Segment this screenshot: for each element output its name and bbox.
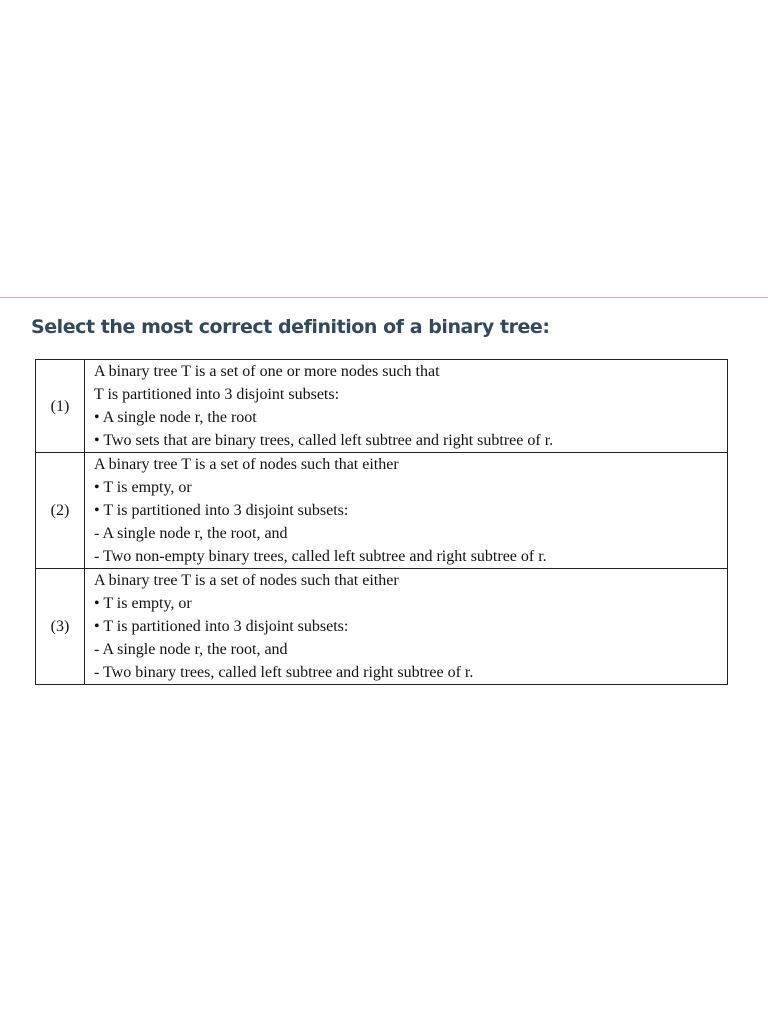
definitions-table [35,359,728,685]
option-number: (2) [50,502,70,519]
option-row-3[interactable] [36,569,728,685]
definition-line: • Two sets that are binary trees, called left subtree and right subtree of r. [94,432,554,449]
question-title: Select the most correct definition of a binary tree: [31,316,550,338]
definition-line: - Two non-empty binary trees, called left subtree and right subtree of r. [94,548,547,565]
top-divider [0,297,768,298]
option-definition-cell [85,453,728,569]
definition-line: • T is partitioned into 3 disjoint subsets: [94,502,349,519]
definition-line: A binary tree T is a set of nodes such that either [94,456,399,473]
definition-line: • T is empty, or [94,479,192,496]
definition-line: A binary tree T is a set of one or more nodes such that [94,363,440,380]
definition-line: - A single node r, the root, and [94,641,288,658]
definition-line: T is partitioned into 3 disjoint subsets: [94,386,340,403]
option-row-2[interactable] [36,453,728,569]
option-definition-cell [85,360,728,453]
definition-line: - Two binary trees, called left subtree and right subtree of r. [94,664,474,681]
option-number: (1) [50,397,70,415]
option-row-1[interactable] [36,360,728,453]
option-number-cell [36,453,85,569]
option-number-cell [36,569,85,685]
definition-line: - A single node r, the root, and [94,525,288,542]
definition-line: • T is partitioned into 3 disjoint subsets: [94,618,349,635]
definition-line: • A single node r, the root [94,409,257,426]
option-number: (3) [50,618,70,635]
option-number-cell [36,360,85,453]
option-definition-cell [85,569,728,685]
definition-line: • T is empty, or [94,595,192,612]
definition-line: A binary tree T is a set of nodes such that either [94,572,399,589]
